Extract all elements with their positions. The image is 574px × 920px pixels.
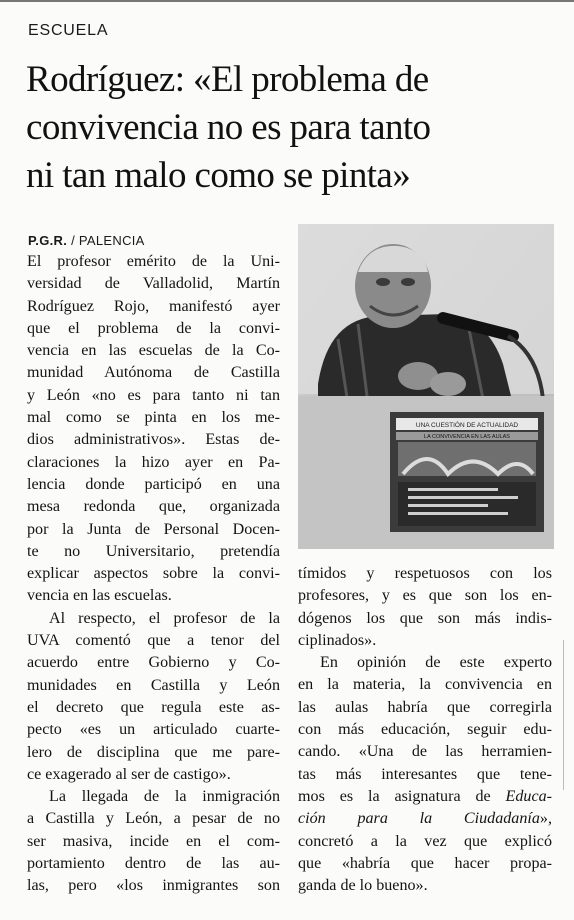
text-line: las, pero «los inmigrantes son bbox=[27, 877, 280, 895]
page-edge-line bbox=[563, 640, 564, 790]
text-line: ción para la Ciudadanía», bbox=[298, 810, 552, 828]
text-line: pecto «es un articulado cuarte- bbox=[27, 721, 280, 739]
byline-location: PALENCIA bbox=[78, 233, 145, 248]
text-line: por la Junta de Personal Docen- bbox=[27, 520, 280, 538]
text-line: El profesor emérito de la Uni- bbox=[27, 253, 280, 270]
text-line: ganda de lo bueno». bbox=[298, 877, 428, 895]
text-line: dógenos los que son más indis- bbox=[298, 609, 552, 627]
text-line: con más educación, seguir edu- bbox=[298, 721, 552, 739]
text-line: las aulas habría que corregirla bbox=[298, 698, 552, 716]
text-line: a Castilla y León, a pesar de no bbox=[27, 810, 280, 828]
text-line: mal como se pinta en los me- bbox=[27, 409, 280, 427]
text-line: que el problema de la convi- bbox=[27, 319, 280, 337]
text-line: mesa redonda que, organizada bbox=[27, 498, 280, 516]
text-line: tímidos y respetuosos con los bbox=[298, 565, 552, 582]
text-line: acuerdo entre Gobierno y Co- bbox=[27, 654, 280, 672]
headline bbox=[26, 56, 566, 200]
text-line: que «habría que hacer propa- bbox=[298, 854, 552, 872]
article-column-2 bbox=[298, 563, 552, 897]
text-line: profesores, y es que son los en- bbox=[298, 587, 552, 605]
text-line: Al respecto, el profesor de la bbox=[49, 609, 280, 627]
section-label: ESCUELA bbox=[28, 22, 109, 39]
text-line: tas más interesantes que tene- bbox=[298, 765, 552, 783]
text-line: en la materia, la convivencia en bbox=[298, 676, 552, 694]
text-line: lencia donde participó en una bbox=[27, 475, 280, 493]
text-line: munidades en Castilla y León bbox=[27, 676, 280, 694]
byline-separator: / bbox=[71, 233, 75, 248]
text-line: versidad de Valladolid, Martín bbox=[27, 275, 280, 293]
text-line: el decreto que regula este as- bbox=[27, 698, 280, 716]
headline-line-3: ni tan malo como se pinta» bbox=[26, 155, 411, 196]
headline-line-2: convivencia no es para tanto bbox=[26, 107, 431, 148]
text-line: mos es la asignatura de Educa- bbox=[298, 787, 552, 805]
poster-title: UNA CUESTIÓN DE ACTUALIDAD bbox=[415, 422, 519, 429]
article-column-1 bbox=[27, 251, 280, 898]
text-line: lero de disciplina que me pare- bbox=[27, 743, 280, 761]
text-line: La llegada de la inmigración bbox=[49, 788, 280, 806]
text-line: ser masiva, incide en el com- bbox=[27, 832, 280, 850]
poster-subtitle: LA CONVIVENCIA EN LAS AULAS bbox=[424, 434, 510, 440]
byline bbox=[28, 233, 145, 248]
text-line: vencia en las escuelas de la Co- bbox=[27, 342, 280, 360]
text-line: Rodríguez Rojo, manifestó ayer bbox=[27, 297, 280, 315]
text-line: munidad Autónoma de Castilla bbox=[27, 364, 280, 382]
text-line: y León «no es para tanto ni tan bbox=[27, 386, 280, 404]
text-line: vencia en las escuelas. bbox=[27, 587, 172, 605]
byline-author: P.G.R. bbox=[28, 233, 68, 248]
text-line: concretó a la vez que explicó bbox=[298, 832, 552, 850]
text-line: ce exagerado al ser de castigo». bbox=[27, 765, 231, 783]
text-line: dios administrativos». Estas de- bbox=[27, 431, 280, 449]
text-line: UVA comentó que a tenor del bbox=[27, 632, 280, 650]
text-line: ciplinados». bbox=[298, 631, 377, 649]
text-line: explicar aspectos sobre la convi- bbox=[27, 565, 280, 583]
article-photo bbox=[298, 224, 554, 549]
text-line: portamiento dentro de las au- bbox=[27, 855, 280, 873]
headline-line-1: Rodríguez: «El problema de bbox=[26, 59, 429, 100]
top-rule bbox=[0, 0, 574, 2]
text-line: te no Universitario, pretendía bbox=[27, 542, 280, 560]
text-line: cando. «Una de las herramien- bbox=[298, 743, 552, 761]
text-line: claraciones la hizo ayer en Pa- bbox=[27, 453, 280, 471]
text-line: En opinión de este experto bbox=[320, 654, 552, 672]
